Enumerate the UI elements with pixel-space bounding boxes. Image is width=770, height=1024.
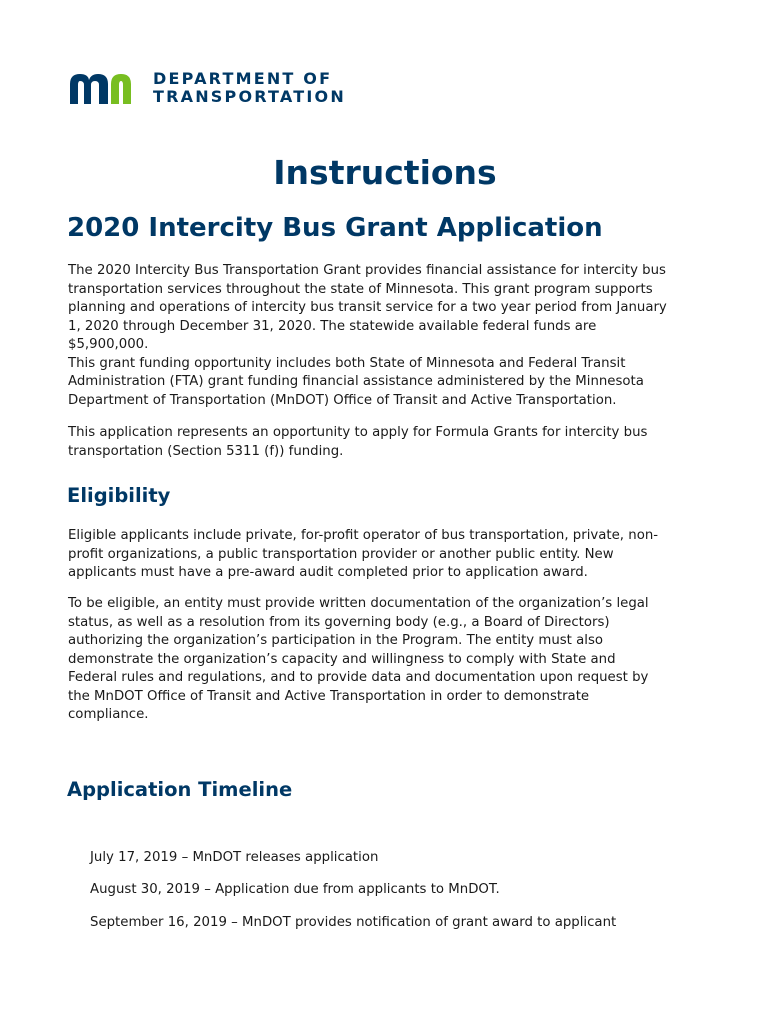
text-line: Administration (FTA) grant funding financial assistance administered by the Minnesota — [68, 374, 644, 389]
text-line: $5,900,000. — [68, 337, 149, 352]
logo-line-2: TRANSPORTATION — [153, 87, 346, 106]
text-line: compliance. — [68, 707, 149, 722]
logo-text — [153, 70, 346, 106]
timeline-item: September 16, 2019 – MnDOT provides notification of grant award to applicant — [90, 915, 617, 930]
text-line: Eligible applicants include private, for-profit operator of bus transportation, private, non- — [68, 528, 659, 543]
mn-logo-icon — [67, 70, 143, 106]
text-line: This application represents an opportunity to apply for Formula Grants for intercity bus — [68, 425, 648, 440]
timeline-item: August 30, 2019 – Application due from applicants to MnDOT. — [90, 882, 500, 897]
text-line: Federal rules and regulations, and to provide data and documentation upon request by — [68, 670, 649, 685]
text-line: transportation services throughout the state of Minnesota. This grant program supports — [68, 281, 653, 297]
text-line: Department of Transportation (MnDOT) Office of Transit and Active Transportation. — [68, 392, 617, 408]
eligibility-paragraph-2 — [68, 595, 708, 725]
text-line: To be eligible, an entity must provide written documentation of the organization’s legal — [68, 596, 649, 611]
text-line: transportation (Section 5311 (f)) funding. — [68, 443, 344, 459]
text-line: applicants must have a pre-award audit completed prior to application award. — [68, 565, 588, 580]
timeline-item: July 17, 2019 – MnDOT releases application — [90, 850, 379, 865]
text-line: 1, 2020 through December 31, 2020. The statewide available federal funds are — [68, 318, 597, 334]
text-line: demonstrate the organization’s capacity and willingness to comply with State and — [68, 651, 616, 667]
text-line: profit organizations, a public transportation provider or another public entity. New — [68, 546, 614, 562]
funding-paragraph — [68, 424, 708, 461]
document-subtitle: 2020 Intercity Bus Grant Application — [67, 213, 603, 243]
text-line: status, as well as a resolution from its governing body (e.g., a Board of Directors) — [68, 614, 610, 630]
text-line: the MnDOT Office of Transit and Active Transportation in order to demonstrate — [68, 688, 590, 704]
text-line: The 2020 Intercity Bus Transportation Grant provides financial assistance for intercity bus — [68, 263, 666, 278]
text-line: This grant funding opportunity includes both State of Minnesota and Federal Transit — [68, 355, 626, 371]
intro-paragraph — [68, 262, 708, 410]
mndot-logo — [67, 70, 346, 106]
timeline-heading: Application Timeline — [67, 778, 293, 801]
text-line: planning and operations of intercity bus transit service for a two year period from January — [68, 300, 667, 315]
text-line: authorizing the organization’s participation in the Program. The entity must also — [68, 633, 604, 648]
eligibility-paragraph-1 — [68, 527, 708, 583]
page-title: Instructions — [273, 153, 497, 192]
eligibility-heading: Eligibility — [67, 484, 171, 507]
logo-line-1: DEPARTMENT OF — [153, 69, 333, 88]
